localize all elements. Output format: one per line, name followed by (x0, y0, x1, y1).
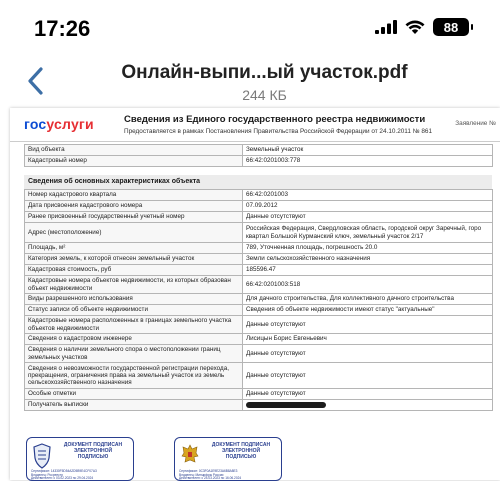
document-header (0, 58, 489, 108)
status-icons (375, 18, 469, 36)
table-row (25, 389, 493, 400)
table-row (25, 243, 493, 254)
row-value: Земельный участок (243, 145, 493, 156)
coat-of-arms-icon (180, 443, 200, 469)
battery-indicator (433, 18, 469, 36)
row-value: Данные отсутствуют (243, 389, 493, 400)
wifi-icon (405, 20, 425, 35)
signature-stamp (26, 437, 134, 481)
row-key: Сведения о наличии земельного спора о местоположении границ земельных участков (25, 345, 243, 363)
table-row (25, 156, 493, 167)
row-value: 66:42:0201003 (243, 190, 493, 201)
row-value: Земли сельскохозяйственного назначения (243, 254, 493, 265)
row-value: Данные отсутствуют (243, 345, 493, 363)
file-name: Онлайн-выпи...ый участок.pdf (121, 62, 408, 83)
object-table (24, 144, 493, 167)
file-size: 244 КБ (242, 87, 287, 103)
row-key: Получатель выписки (25, 400, 243, 411)
table-row (25, 276, 493, 294)
row-key: Адрес (местоположение) (25, 223, 243, 243)
row-value: 66:42:0201003:518 (243, 276, 493, 294)
table-row (25, 201, 493, 212)
table-row (25, 223, 493, 243)
row-value (243, 400, 493, 411)
gosuslugi-logo: госуслуги (24, 116, 94, 132)
stamp-text: ДОКУМЕНТ ПОДПИСАН ЭЛЕКТРОННОЙ ПОДПИСЬЮ (63, 442, 123, 460)
row-key: Статус записи об объекте недвижимости (25, 305, 243, 316)
table-row (25, 334, 493, 345)
row-value: 66:42:0201003:778 (243, 156, 493, 167)
table-row (25, 254, 493, 265)
doc-subtitle: Предоставляется в рамках Постановления Правительства Российской Федерации от 24.10.2011 № 861 (124, 128, 433, 135)
statement-number: Заявление № (455, 120, 496, 127)
row-key: Кадастровые номера объектов недвижимости, из которых образован объект недвижимости (25, 276, 243, 294)
row-value: 07.09.2012 (243, 201, 493, 212)
row-key: Ранее присвоенный государственный учетный номер (25, 212, 243, 223)
doc-title: Сведения из Единого государственного реестра недвижимости (124, 114, 426, 125)
table-row (25, 345, 493, 363)
pdf-page[interactable] (10, 108, 500, 480)
characteristics-table (24, 189, 493, 411)
row-key: Вид объекта (25, 145, 243, 156)
row-value: 789, Уточненная площадь, погрешность 20.0 (243, 243, 493, 254)
row-value (243, 223, 493, 243)
section-title: Сведения об основных характеристиках объекта (24, 175, 492, 189)
row-key: Виды разрешенного использования (25, 294, 243, 305)
table-row (25, 145, 493, 156)
table-row (25, 190, 493, 201)
row-key: Кадастровые номера расположенных в границах земельного участка объектов недвижимости (25, 316, 243, 334)
doc-header (10, 108, 500, 142)
row-key: Категория земель, к которой отнесен земельный участок (25, 254, 243, 265)
row-key: Кадастровая стоимость, руб (25, 265, 243, 276)
row-value: Данные отсутствуют (243, 316, 493, 334)
status-bar (0, 0, 489, 58)
cellular-signal-icon (375, 20, 397, 34)
stamp-text: ДОКУМЕНТ ПОДПИСАН ЭЛЕКТРОННОЙ ПОДПИСЬЮ (211, 442, 271, 460)
row-key: Номер кадастрового квартала (25, 190, 243, 201)
row-value: Для дачного строительства, Для коллективного дачного строительства (243, 294, 493, 305)
table-row (25, 212, 493, 223)
stamp-cert: Сертификат: 14330F5D54A2D5B9E4CF07A3 Владелец: Росреестр Действителен: с 03.02.2023 по 29.04.2024 (31, 469, 97, 481)
table-row (25, 363, 493, 389)
row-value: 185596.47 (243, 265, 493, 276)
redacted-recipient (246, 402, 326, 408)
status-time: 17:26 (34, 16, 91, 41)
row-key: Кадастровый номер (25, 156, 243, 167)
table-row (25, 305, 493, 316)
row-key: Сведения о кадастровом инженере (25, 334, 243, 345)
row-key: Площадь, м² (25, 243, 243, 254)
address-line-2: квартал Большой Курманский ключ, земельный участок 2/17 (246, 232, 424, 240)
table-row (25, 400, 493, 411)
address-line-1: Российская Федерация, Свердловская область, городской округ Заречный, горо (246, 225, 482, 233)
row-value: Сведения об объекте недвижимости имеют статус "актуальные" (243, 305, 493, 316)
row-value: Лисицын Борис Евгеньевич (243, 334, 493, 345)
battery-level: 88 (443, 19, 459, 35)
table-row (25, 316, 493, 334)
row-key: Особые отметки (25, 389, 243, 400)
table-row (25, 294, 493, 305)
row-value: Данные отсутствуют (243, 363, 493, 389)
rosreestr-emblem-icon (32, 443, 52, 469)
stamp-cert: Сертификат: 0C3F0A1E9E23A6B8A8E3 Владелец: Минцифры России Действителен: с 24.03.2023 по 16.06.2024 (179, 469, 242, 481)
signature-stamp (174, 437, 282, 481)
row-value: Данные отсутствуют (243, 212, 493, 223)
row-key: Дата присвоения кадастрового номера (25, 201, 243, 212)
row-key: Сведения о невозможности государственной регистрации перехода, прекращения, ограничения права на земельный участок из земель сельскохозяйственного назначения (25, 363, 243, 389)
table-row (25, 265, 493, 276)
